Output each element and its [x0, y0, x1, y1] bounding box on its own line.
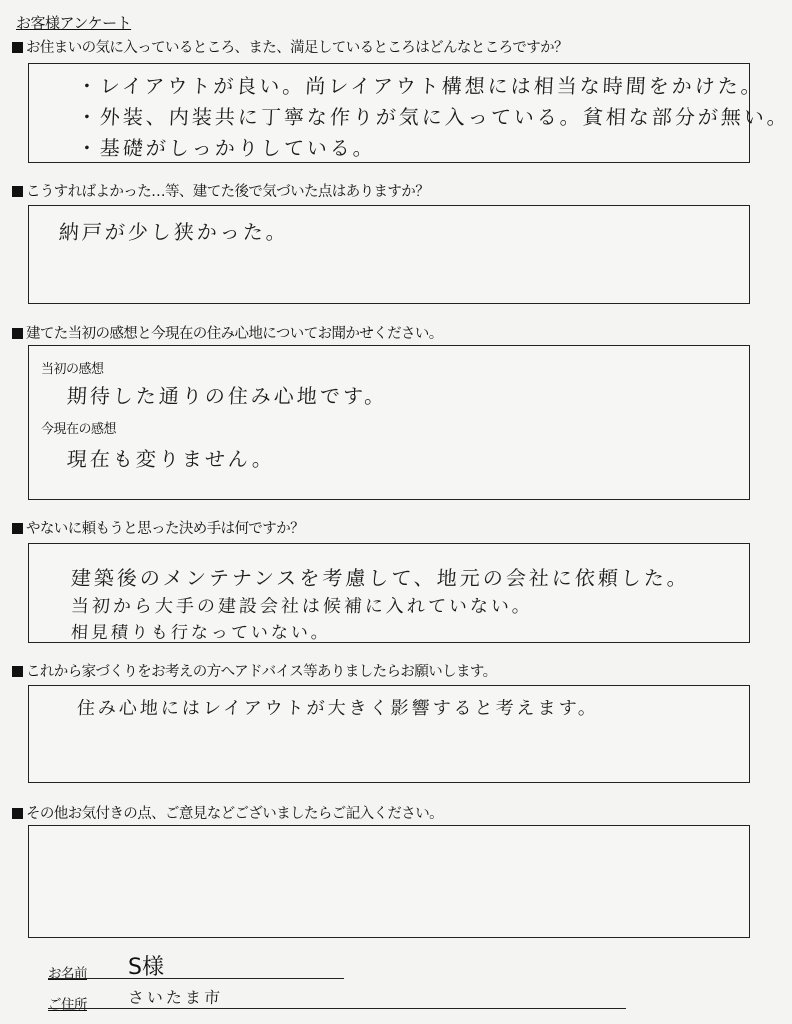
square-bullet-icon	[12, 42, 23, 53]
answer-4-line-2: 当初から大手の建設会社は候補に入れていない。	[70, 596, 534, 617]
question-1-label: お住まいの気に入っているところ、また、満足しているところはどんなところですか？	[12, 36, 568, 57]
answer-box-1[interactable]	[28, 63, 791, 163]
question-6-label: その他お気付きの点、ご意見などございましたらご記入ください。	[12, 802, 443, 823]
square-bullet-icon	[12, 328, 23, 339]
answer-box-2[interactable]	[28, 205, 750, 304]
answer-1-line-2: ・外装、内装共に丁寧な作りが気に入っている。貧相な部分が無い。	[76, 105, 791, 129]
answer-box-6[interactable]	[28, 825, 750, 938]
answer-box-4[interactable]	[28, 543, 750, 643]
answer-box-3[interactable]	[28, 345, 750, 500]
question-3-label: 建てた当初の感想と今現在の住み心地についてお聞かせください。	[12, 322, 443, 343]
answer-4-line-1: 建築後のメンテナンスを考慮して、地元の会社に依頼した。	[70, 566, 691, 590]
name-underline	[48, 978, 344, 979]
question-2-label: こうすればよかった…等、建てた後で気づいた点はありますか？	[12, 180, 429, 201]
initial-impression-label: 当初の感想	[41, 362, 104, 377]
square-bullet-icon	[12, 808, 23, 819]
answer-4-line-3: 相見積りも行なっていない。	[70, 623, 332, 643]
address-label: ご住所	[48, 997, 87, 1013]
question-4-label: やないに頼もうと思った決め手は何ですか？	[12, 517, 304, 538]
current-impression-label: 今現在の感想	[41, 422, 117, 437]
initial-impression-answer: 期待した通りの住み心地です。	[66, 384, 388, 408]
name-value[interactable]: S様	[128, 955, 164, 980]
form-title: お客様アンケート	[16, 14, 132, 32]
answer-1-line-3: ・基礎がしっかりしている。	[76, 136, 377, 160]
square-bullet-icon	[12, 523, 23, 534]
answer-2-line-1: 納戸が少し狭かった。	[58, 220, 290, 244]
address-underline	[48, 1008, 626, 1009]
address-value[interactable]: さいたま市	[127, 988, 224, 1007]
question-5-label: これから家づくりをお考えの方へアドバイス等ありましたらお願いします。	[12, 660, 497, 681]
square-bullet-icon	[12, 186, 23, 197]
current-impression-answer: 現在も変りません。	[66, 447, 276, 471]
answer-box-5[interactable]	[28, 685, 750, 783]
square-bullet-icon	[12, 666, 23, 677]
name-label: お名前	[48, 966, 87, 982]
answer-1-line-1: ・レイアウトが良い。尚レイアウト構想には相当な時間をかけた。	[76, 74, 765, 98]
answer-5-line-1: 住み心地にはレイアウトが大きく影響すると考えます。	[76, 698, 600, 719]
